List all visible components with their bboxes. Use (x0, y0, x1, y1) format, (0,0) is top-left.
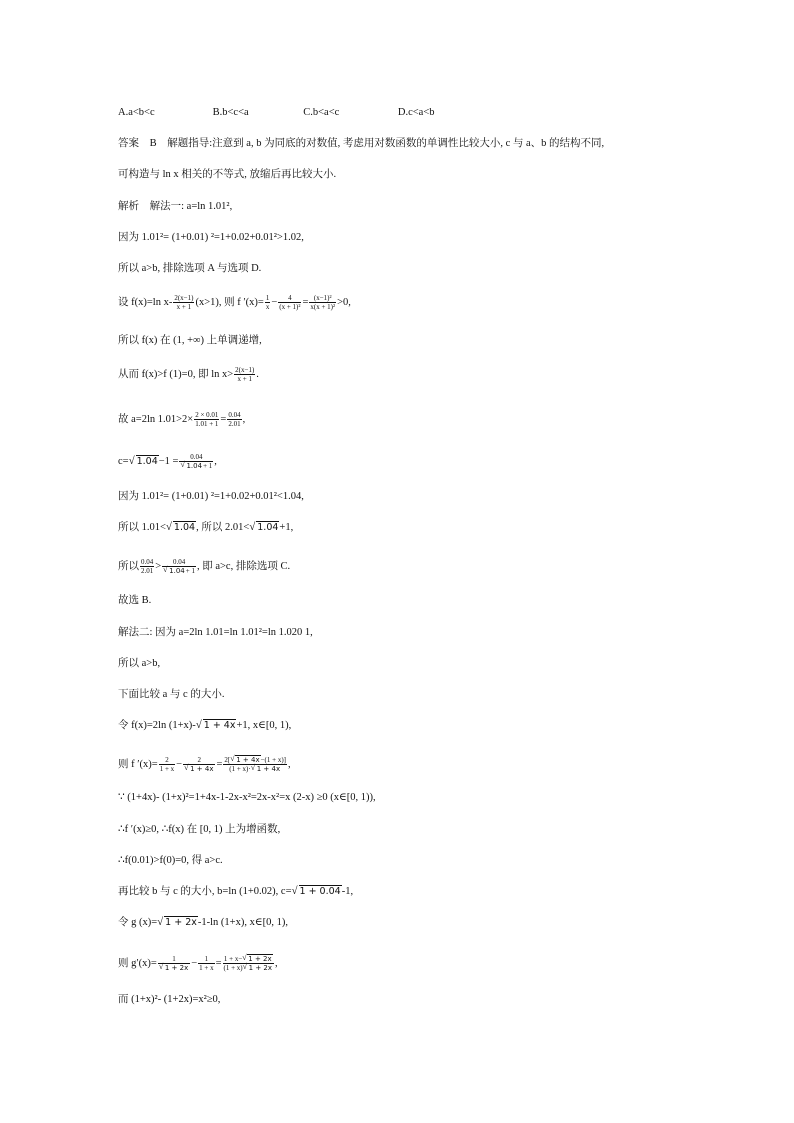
sqrt (166, 521, 196, 535)
option-b: B.b<c<a (212, 107, 249, 118)
solution-line-1 (118, 200, 232, 214)
text: (x>1), 则 f ′(x)= (195, 296, 264, 308)
numerator: 2(x−1) (174, 294, 194, 302)
fraction (179, 453, 213, 470)
sqrt (157, 916, 198, 930)
answer-line (118, 137, 604, 151)
text: , (242, 413, 246, 425)
fraction (140, 558, 154, 575)
fraction (265, 294, 271, 311)
solution-line-19: ∴f ′(x)≥0, ∴f(x) 在 [0, 1) 上为增函数, (118, 824, 281, 835)
fraction (198, 955, 214, 972)
sqrt (230, 756, 260, 764)
method1-text: : a=ln 1.01², (181, 201, 233, 212)
numerator: (x−1)² (309, 294, 336, 303)
fraction (162, 558, 196, 575)
fraction (159, 756, 175, 773)
solution-line-21 (118, 885, 353, 899)
solution-line-14: 所以 a>b, (118, 658, 161, 669)
numerator: 2 (183, 756, 215, 765)
text: 令 g (x)= (118, 917, 158, 928)
denominator (223, 964, 275, 972)
solution-line-13 (118, 626, 313, 640)
text: 则 f ′(x)= (118, 758, 158, 770)
solution-label: 解析 (118, 201, 139, 212)
sqrt (249, 521, 279, 535)
solution-line-2: 因为 1.01²= (1+0.01) ²=1+0.02+0.01²>1.02, (118, 232, 304, 243)
denominator: x + 1 (176, 303, 192, 311)
method2-title: 解法二 (118, 627, 150, 638)
numerator: 1 (265, 294, 270, 302)
radicand: 1 + 4x (203, 720, 236, 731)
text: = (215, 957, 222, 969)
text: -1, (341, 886, 354, 897)
text: +1, (279, 522, 294, 533)
denominator: (x + 1)² (279, 303, 301, 311)
denominator: x (265, 303, 270, 311)
solution-line-4 (118, 294, 351, 311)
denominator (179, 462, 213, 470)
text: , (275, 957, 278, 969)
numerator: 4 (278, 294, 301, 303)
solution-line-20: ∴f(0.01)>f(0)=0, 得 a>c. (118, 855, 223, 866)
text: 从而 f(x)>f (1)=0, 即 ln x> (118, 368, 234, 380)
solution-line-24: 而 (1+x)²- (1+2x)=x²≥0, (118, 994, 221, 1005)
options-row (118, 106, 435, 120)
radicand: 1 + 2x (165, 917, 197, 928)
fraction (173, 294, 194, 311)
denominator: 1 + x (159, 765, 175, 773)
fraction (223, 955, 275, 972)
text: > (155, 560, 162, 572)
radicand: 1 + 2x (248, 955, 272, 963)
hint-label: 解题指导 (167, 138, 210, 149)
denominator (183, 765, 215, 773)
text: 1 + x− (223, 955, 243, 963)
fraction (158, 955, 190, 972)
radicand: 1 + 4x (190, 765, 214, 773)
sqrt (129, 455, 159, 469)
fraction (234, 366, 255, 383)
sqrt (292, 885, 342, 899)
text: = (302, 296, 309, 308)
text: . (256, 368, 259, 380)
numerator: 0.04 (228, 411, 241, 419)
radicand: 1 + 2x (248, 964, 273, 972)
hint-text-1: :注意到 a, b 为同底的对数值, 考虑用对数函数的单调性比较大小, c 与 a、b 的结构不同, (209, 138, 605, 149)
text: , (288, 758, 291, 770)
denominator (223, 765, 287, 773)
text: − (191, 957, 198, 969)
sqrt (251, 765, 281, 773)
numerator: 2(x−1) (235, 366, 255, 374)
denominator: 2.01 (228, 420, 241, 428)
text: + 1 (203, 462, 213, 470)
solution-line-12: 故选 B. (118, 595, 152, 606)
radicand: 1.04 (136, 455, 158, 467)
fraction (227, 411, 241, 428)
solution-line-16 (118, 719, 291, 733)
text: 所以 1.01< (118, 522, 166, 533)
option-c: C.b<a<c (303, 107, 340, 118)
option-d: D.c<a<b (397, 107, 435, 118)
option-a: A.a<b<c (118, 107, 155, 118)
fraction (309, 294, 336, 311)
method1-title: 解法一 (149, 201, 182, 212)
radicand: 1.04 (173, 522, 196, 533)
numerator: 1 (158, 955, 190, 964)
text: 再比较 b 与 c 的大小, b=ln (1+0.02), c= (118, 886, 292, 897)
numerator: 0.04 (141, 558, 154, 566)
fraction (194, 411, 219, 428)
fraction (278, 294, 301, 311)
denominator: x(x + 1)² (310, 303, 336, 311)
text: , (214, 455, 217, 467)
numerator: 2 (159, 756, 175, 765)
text: − (176, 758, 183, 770)
solution-line-3: 所以 a>b, 排除选项 A 与选项 D. (118, 263, 262, 274)
denominator: 1.01 + 1 (195, 420, 219, 428)
text: c= (118, 455, 129, 467)
sqrt (159, 964, 189, 972)
text: 故 a=2ln 1.01>2× (118, 413, 194, 425)
solution-line-5: 所以 f(x) 在 (1, +∞) 上单调递增, (118, 335, 262, 346)
sqrt (180, 462, 203, 470)
text: (1 + x) (223, 964, 243, 972)
text: , 即 a>c, 排除选项 C. (196, 560, 291, 572)
solution-line-23 (118, 955, 278, 972)
denominator: 1 + x (199, 964, 214, 972)
text: −1 = (158, 455, 179, 467)
denominator (158, 964, 190, 972)
radicand: 1 + 4x (236, 756, 260, 764)
text: 所以 (118, 560, 139, 572)
radicand: 1.04 (169, 567, 185, 575)
fraction (223, 756, 287, 773)
denominator (162, 567, 196, 575)
text: 设 f(x)=ln x- (118, 296, 173, 308)
answer-label: 答案 (118, 138, 139, 149)
radicand: 1 + 0.04 (299, 886, 341, 897)
text: 令 f(x)=2ln (1+x)- (118, 720, 196, 731)
numerator: 0.04 (179, 453, 213, 462)
text: +1, x∈[0, 1), (236, 720, 292, 731)
solution-line-22 (118, 916, 288, 930)
solution-line-8 (118, 453, 217, 470)
text: −(1 + x)] (260, 756, 286, 764)
sqrt (196, 719, 237, 733)
text: + 1 (185, 567, 195, 575)
sqrt (163, 567, 186, 575)
text: (1 + x)· (229, 765, 251, 773)
denominator: 2.01 (141, 567, 154, 575)
radicand: 1.04 (186, 462, 203, 470)
numerator: 0.04 (162, 558, 196, 567)
radicand: 1 + 2x (164, 964, 189, 972)
numerator: 1 (198, 955, 214, 964)
sqrt (243, 964, 273, 972)
solution-line-6 (118, 366, 259, 383)
text: = (216, 758, 223, 770)
solution-line-15: 下面比较 a 与 c 的大小. (118, 689, 225, 700)
text: , 所以 2.01< (196, 522, 250, 533)
numerator: 2 × 0.01 (195, 411, 219, 419)
solution-line-10 (118, 521, 293, 535)
solution-line-9: 因为 1.01²= (1+0.01) ²=1+0.02+0.01²<1.04, (118, 491, 304, 502)
denominator: x + 1 (237, 375, 252, 383)
radicand: 1.04 (257, 522, 279, 533)
text: >0, (337, 296, 351, 308)
text: = (220, 413, 227, 425)
answer-value: B (149, 138, 157, 149)
solution-line-7 (118, 411, 246, 428)
solution-line-17 (118, 756, 291, 773)
sqrt (184, 765, 214, 773)
text: 2[ (224, 756, 231, 764)
method2-text: : 因为 a=2ln 1.01=ln 1.01²=ln 1.020 1, (149, 627, 313, 638)
radicand: 1 + 4x (256, 765, 281, 773)
fraction (183, 756, 215, 773)
hint-text-2: 可构造与 ln x 相关的不等式, 放缩后再比较大小. (118, 169, 337, 180)
text: -1-ln (1+x), x∈[0, 1), (197, 917, 288, 928)
text: − (271, 296, 278, 308)
solution-line-18: ∵ (1+4x)- (1+x)²=1+4x-1-2x-x²=2x-x²=x (2-x) ≥0 (x∈[0, 1)), (118, 792, 376, 803)
text: 则 g′(x)= (118, 957, 157, 969)
solution-line-11 (118, 558, 291, 575)
